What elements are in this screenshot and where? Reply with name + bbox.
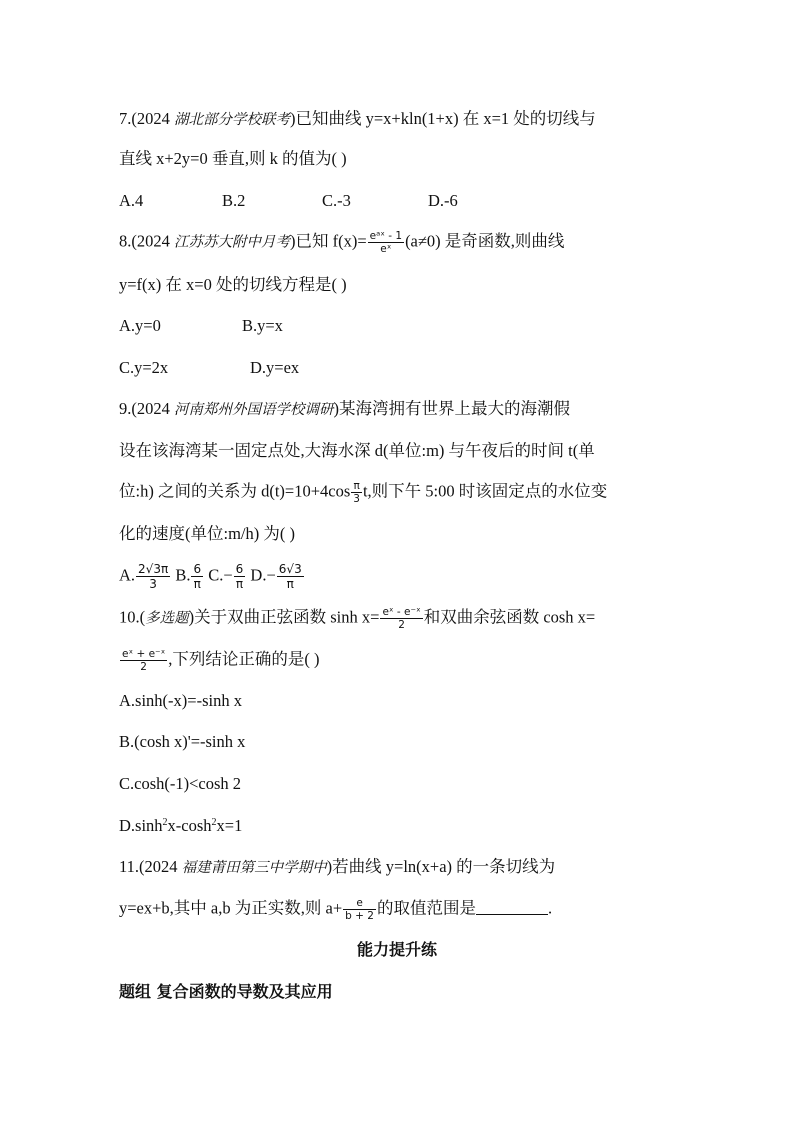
q9-stem-3b: t,则下午 5:00 时该固定点的水位变 — [362, 481, 608, 501]
q9-option-b-label: B. — [175, 565, 191, 585]
q10-option-c: C.cosh(-1)<cosh 2 — [119, 774, 242, 793]
q9-option-d-frac — [277, 562, 304, 591]
q10-option-d-sup2: 2 — [211, 817, 217, 828]
q9-cos-fraction-num: π — [351, 480, 362, 493]
q8-line2: y=f(x) 在 x=0 处的切线方程是( ) — [119, 275, 347, 294]
q8-stem-2: (a≠0) 是奇函数,则曲线 — [405, 231, 565, 251]
q11-answer-blank — [476, 900, 548, 915]
q10-cosh-fraction — [120, 648, 167, 673]
q8-fraction — [368, 230, 404, 255]
q9-line4: 化的速度(单位:m/h) 为( ) — [119, 524, 295, 543]
group-title: 题组 复合函数的导数及其应用 — [119, 982, 333, 1001]
q11-line2 — [119, 897, 552, 922]
q9-stem-1: )某海湾拥有世界上最大的海潮假 — [333, 399, 570, 418]
q9-option-a-label: A. — [119, 565, 136, 585]
q9-year: 2024 — [136, 399, 174, 418]
q10-cosh-num: eˣ + e⁻ˣ — [122, 648, 166, 660]
q8-option-d: D.y=ex — [250, 358, 300, 377]
q10-stem-3: ,下列结论正确的是( ) — [168, 649, 320, 669]
q11-year: 2024 — [144, 857, 182, 876]
q9-cos-fraction — [351, 480, 362, 505]
q10-line2 — [119, 648, 320, 673]
q11-source: 福建莆田第三中学期中 — [181, 860, 327, 876]
q9-source: 河南郑州外国语学校调研 — [174, 402, 334, 418]
q7-year: 2024 — [136, 109, 174, 128]
q9-option-a-frac — [136, 562, 170, 591]
q9-option-c-label: C.− — [208, 565, 233, 585]
q9-number: 9.( — [119, 399, 137, 418]
q9-line3 — [119, 480, 607, 505]
section-title: 能力提升练 — [356, 940, 437, 959]
q10-line1 — [119, 606, 595, 631]
q11-stem-2b: 的取值范围是 — [376, 898, 476, 918]
q10-stem-2: 和双曲余弦函数 cosh x= — [423, 607, 596, 627]
q9-option-b-frac — [191, 562, 203, 591]
q11-stem-2a: y=ex+b,其中 a,b 为正实数,则 a+ — [119, 898, 343, 918]
q7-option-b: B.2 — [222, 191, 246, 210]
q7-option-a: A.4 — [119, 191, 144, 210]
q8-option-a: A.y=0 — [119, 316, 161, 335]
q7-number: 7.( — [119, 109, 137, 128]
q9-line2: 设在该海湾某一固定点处,大海水深 d(单位:m) 与午夜后的时间 t(单 — [119, 441, 595, 460]
q10-sinh-den: 2 — [398, 619, 405, 631]
q7-option-c: C.-3 — [322, 191, 351, 210]
q8-source: 江苏苏大附中月考 — [174, 234, 290, 251]
q11-number: 11.( — [119, 857, 145, 876]
q10-sinh-fraction — [380, 606, 422, 631]
q8-line1 — [119, 230, 564, 255]
q10-option-d-b: x-cosh — [167, 816, 212, 835]
q9-line1 — [119, 398, 570, 421]
q8-number: 8.( — [119, 231, 137, 251]
q9-stem-3a: 位:h) 之间的关系为 d(t)=10+4cos — [119, 481, 351, 501]
q9-option-a-den: 3 — [149, 577, 157, 591]
q8-fraction-num: eᵃˣ - 1 — [369, 230, 403, 242]
q10-cosh-den: 2 — [140, 661, 147, 673]
q11-fraction-den: b + 2 — [345, 910, 374, 922]
q7-option-d: D.-6 — [428, 191, 458, 210]
q10-stem-1: )关于双曲正弦函数 sinh x= — [188, 607, 380, 627]
q7-line2: 直线 x+2y=0 垂直,则 k 的值为( ) — [119, 149, 347, 168]
q9-option-c-den: π — [235, 577, 244, 591]
q8-stem-1: )已知 f(x)= — [290, 231, 367, 251]
q9-cos-fraction-den: 3 — [353, 493, 360, 505]
q10-option-d-a: D.sinh — [119, 816, 163, 835]
q10-source: 多选题 — [145, 610, 189, 627]
q8-option-b: B.y=x — [242, 316, 283, 335]
q9-option-c-frac — [234, 562, 246, 591]
q11-fraction-num: e — [343, 897, 376, 910]
q10-sinh-num: eˣ - e⁻ˣ — [382, 606, 421, 618]
q9-option-d-num: 6√3 — [278, 562, 302, 576]
q9-option-c-num: 6 — [235, 562, 244, 576]
q7-source: 湖北部分学校联考 — [174, 112, 290, 128]
q7-line1 — [119, 108, 596, 131]
q10-option-d-sup1: 2 — [162, 817, 168, 828]
q9-option-d-label: D.− — [250, 565, 276, 585]
q11-line1 — [119, 856, 555, 879]
q9-option-d-den: π — [286, 577, 294, 591]
q10-number: 10.( — [119, 607, 146, 627]
q10-option-d-c: x=1 — [216, 816, 243, 835]
q10-option-b: B.(cosh x)'=-sinh x — [119, 732, 246, 751]
q8-year: 2024 — [136, 231, 174, 251]
q11-stem-1: )若曲线 y=ln(x+a) 的一条切线为 — [326, 857, 556, 876]
q9-options — [119, 562, 305, 591]
q9-option-b-num: 6 — [193, 562, 202, 576]
q9-option-a-num: 2√3π — [138, 562, 169, 576]
q9-option-b-den: π — [193, 577, 201, 591]
q11-stem-2c: . — [547, 898, 553, 918]
q10-option-d — [119, 815, 242, 837]
q11-fraction — [343, 897, 376, 922]
q8-fraction-den: eˣ — [380, 243, 392, 255]
q8-option-c: C.y=2x — [119, 358, 169, 377]
q7-stem-1: )已知曲线 y=x+kln(1+x) 在 x=1 处的切线与 — [290, 109, 596, 128]
q10-option-a: A.sinh(-x)=-sinh x — [119, 691, 242, 710]
